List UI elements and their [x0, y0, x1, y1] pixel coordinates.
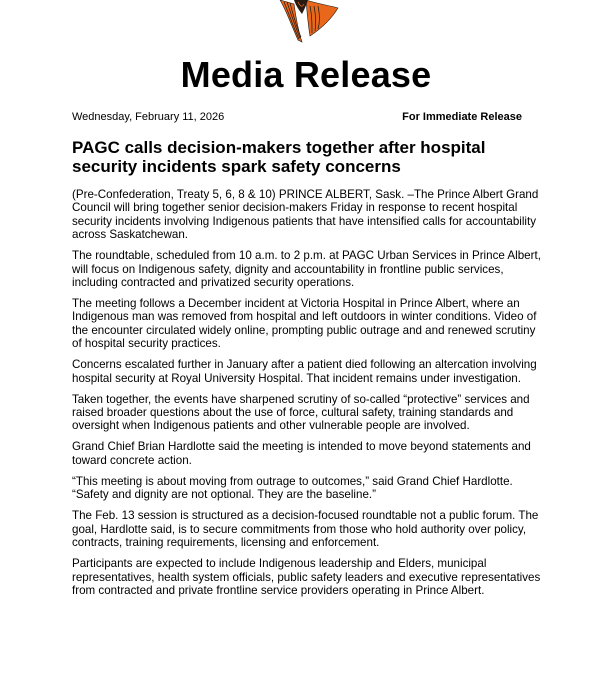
release-date: Wednesday, February 11, 2026	[72, 111, 225, 123]
paragraph-grand-chief: Grand Chief Brian Hardlotte said the meeting is intended to move beyond statements and toward concrete action.	[72, 440, 531, 467]
paragraph-intro: (Pre-Confederation, Treaty 5, 6, 8 & 10) PRINCE ALBERT, Sask. –The Prince Albert Grand Council will bring together senior decision-makers Friday in response to recent hospital security incidents involving Indigenous patients that have intensified calls for accountability across Saskatchewan.	[72, 188, 539, 242]
pagc-logo	[272, 0, 340, 44]
paragraph-december-incident: The meeting follows a December incident at Victoria Hospital in Prince Albert, where an Indigenous man was removed from hospital and left outdoors in winter conditions. Video of the encounter circulated widely online, prompting public outrage and and renewed scrutiny of hospital security practices.	[72, 297, 537, 351]
paragraph-january-incident: Concerns escalated further in January after a patient died following an altercation involving hospital security at Royal University Hospital. That incident remains under investigation.	[72, 358, 537, 385]
eagle-feathers-icon	[272, 0, 340, 44]
paragraph-session: The Feb. 13 session is structured as a decision-focused roundtable not a public forum. The goal, Hardlotte said, is to secure commitments from those who hold authority over policy, contracts, training requirements, licensing and enforcement.	[72, 509, 539, 550]
page-title: Media Release	[180, 54, 432, 95]
article-body	[72, 188, 542, 605]
paragraph-participants: Participants are expected to include Indigenous leadership and Elders, municipal representatives, health system officials, public safety leaders and executive representatives from contracted and private frontline service providers operating in Prince Albert.	[72, 557, 541, 597]
dateline	[72, 111, 522, 123]
paragraph-scrutiny: Taken together, the events have sharpened scrutiny of so-called “protective” services and raised broader questions about the use of force, cultural safety, training standards and oversight when Indigenous patients and other vulnerable people are involved.	[72, 392, 530, 433]
release-type: For Immediate Release	[402, 111, 522, 123]
headline: PAGC calls decision-makers together after hospital security incidents spark safety concerns	[72, 138, 486, 176]
paragraph-quote: “This meeting is about moving from outrage to outcomes,” said Grand Chief Hardlotte. “Safety and dignity are not optional. They are the baseline.”	[72, 474, 513, 502]
paragraph-roundtable: The roundtable, scheduled from 10 a.m. to 2 p.m. at PAGC Urban Services in Prince Albert, will focus on Indigenous safety, dignity and accountability in frontline public services, including contracted and privatized security operations.	[72, 249, 541, 290]
